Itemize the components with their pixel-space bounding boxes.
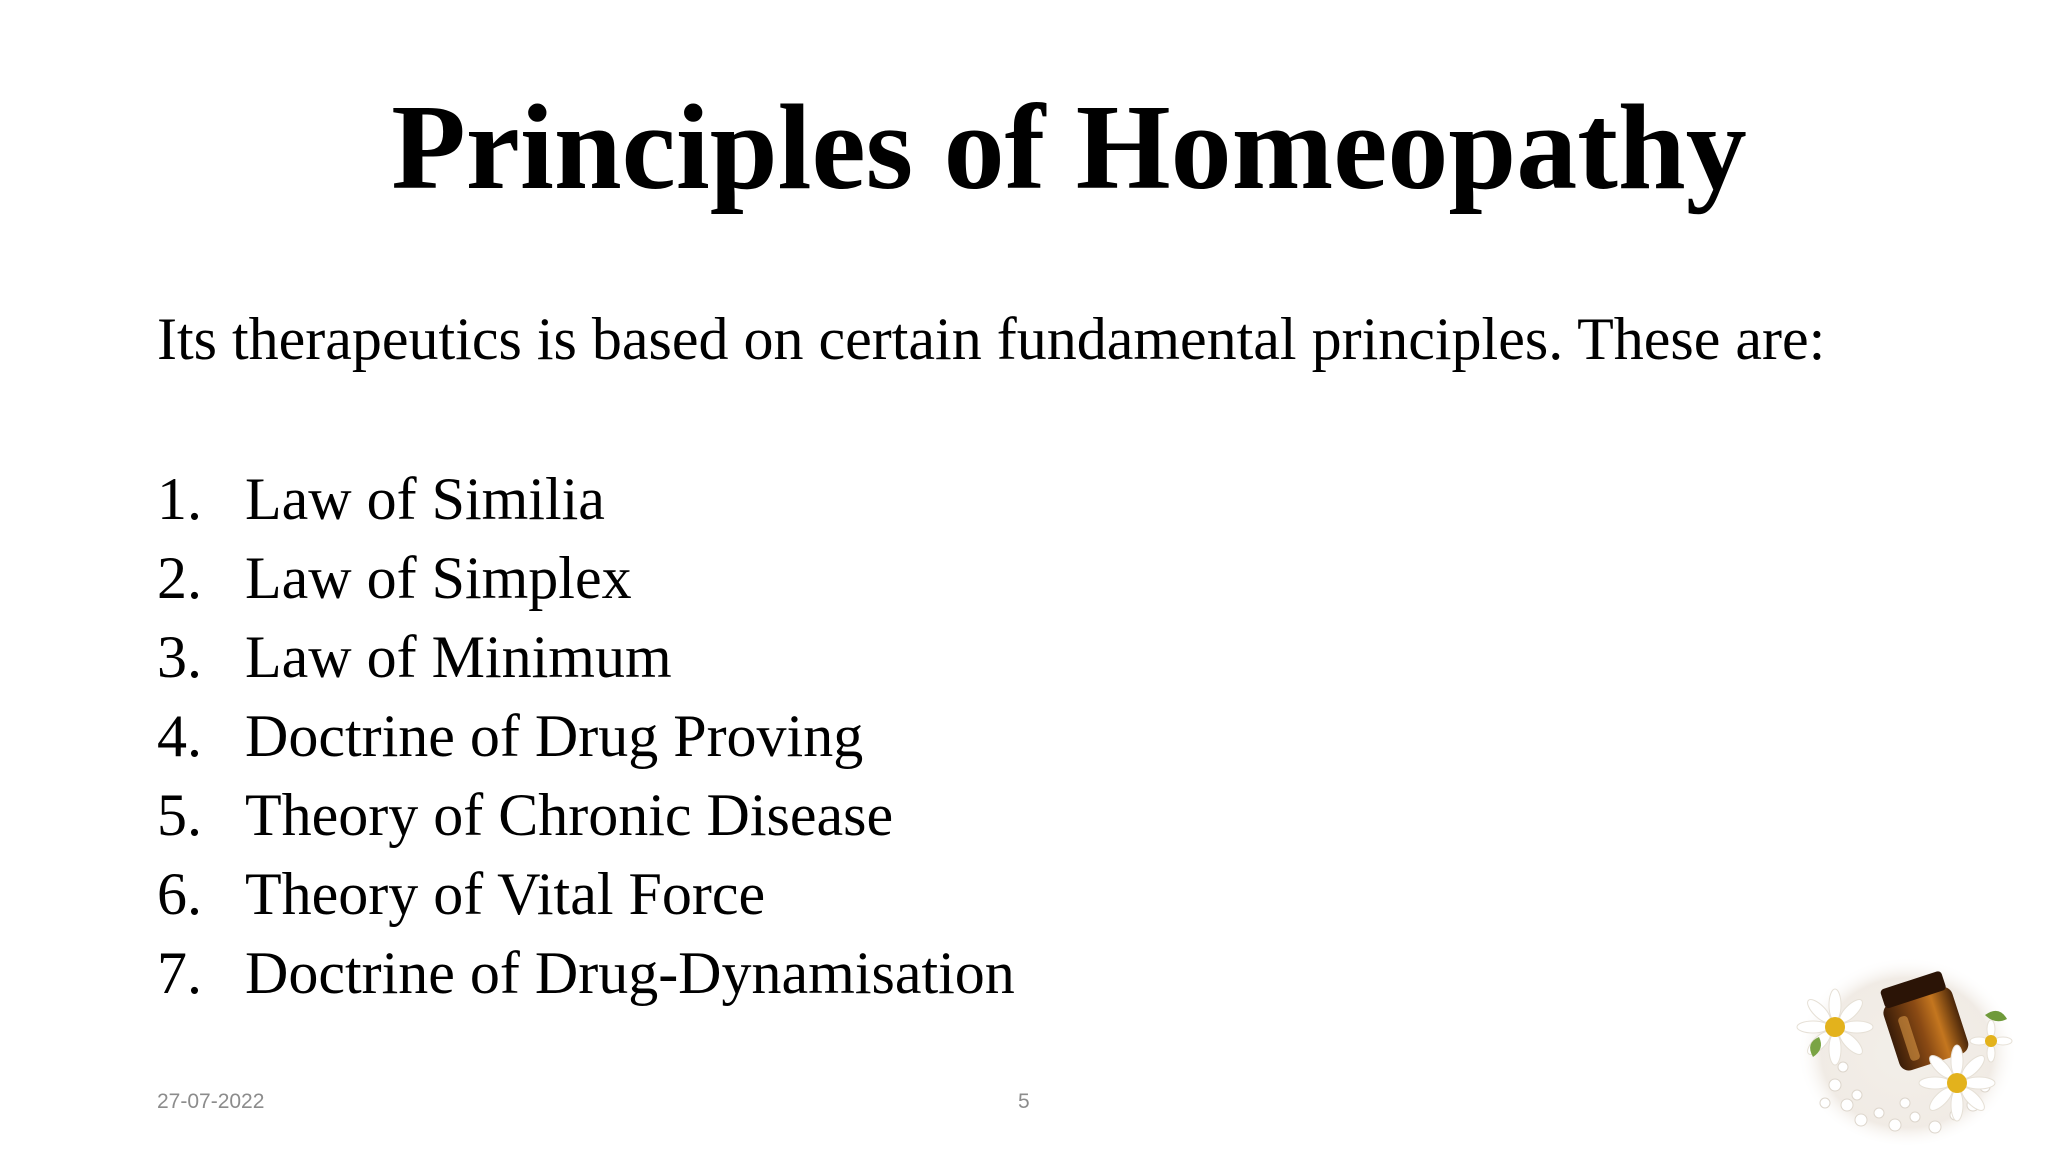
list-item-number: 4. bbox=[157, 703, 202, 769]
list-item bbox=[157, 855, 1015, 934]
list-item bbox=[157, 934, 1015, 1013]
list-item-text: Law of Similia bbox=[245, 466, 605, 532]
intro-text: Its therapeutics is based on certain fundamental principles. These are: bbox=[157, 306, 1826, 372]
list-item-text: Doctrine of Drug Proving bbox=[245, 703, 864, 769]
homeopathy-bottle-chamomile-icon bbox=[1795, 945, 2019, 1145]
list-item-number: 1. bbox=[157, 466, 202, 532]
list-item-number: 5. bbox=[157, 782, 202, 848]
list-item-number: 2. bbox=[157, 545, 202, 611]
list-item-text: Law of Simplex bbox=[245, 545, 632, 611]
list-item-number: 6. bbox=[157, 861, 202, 927]
slide-number: 5 bbox=[1018, 1090, 1030, 1113]
list-item-text: Doctrine of Drug-Dynamisation bbox=[245, 940, 1015, 1006]
list-item bbox=[157, 539, 1015, 618]
list-item-number: 7. bbox=[157, 940, 202, 1006]
list-item bbox=[157, 460, 1015, 539]
principles-list bbox=[157, 460, 1015, 1013]
footer-date: 27-07-2022 bbox=[157, 1090, 265, 1113]
list-item-text: Law of Minimum bbox=[245, 624, 672, 690]
list-item-number: 3. bbox=[157, 624, 202, 690]
slide-title: Principles of Homeopathy bbox=[391, 80, 1747, 215]
list-item bbox=[157, 776, 1015, 855]
list-item-text: Theory of Chronic Disease bbox=[245, 782, 894, 848]
list-item-text: Theory of Vital Force bbox=[245, 861, 766, 927]
list-item bbox=[157, 697, 1015, 776]
list-item bbox=[157, 618, 1015, 697]
